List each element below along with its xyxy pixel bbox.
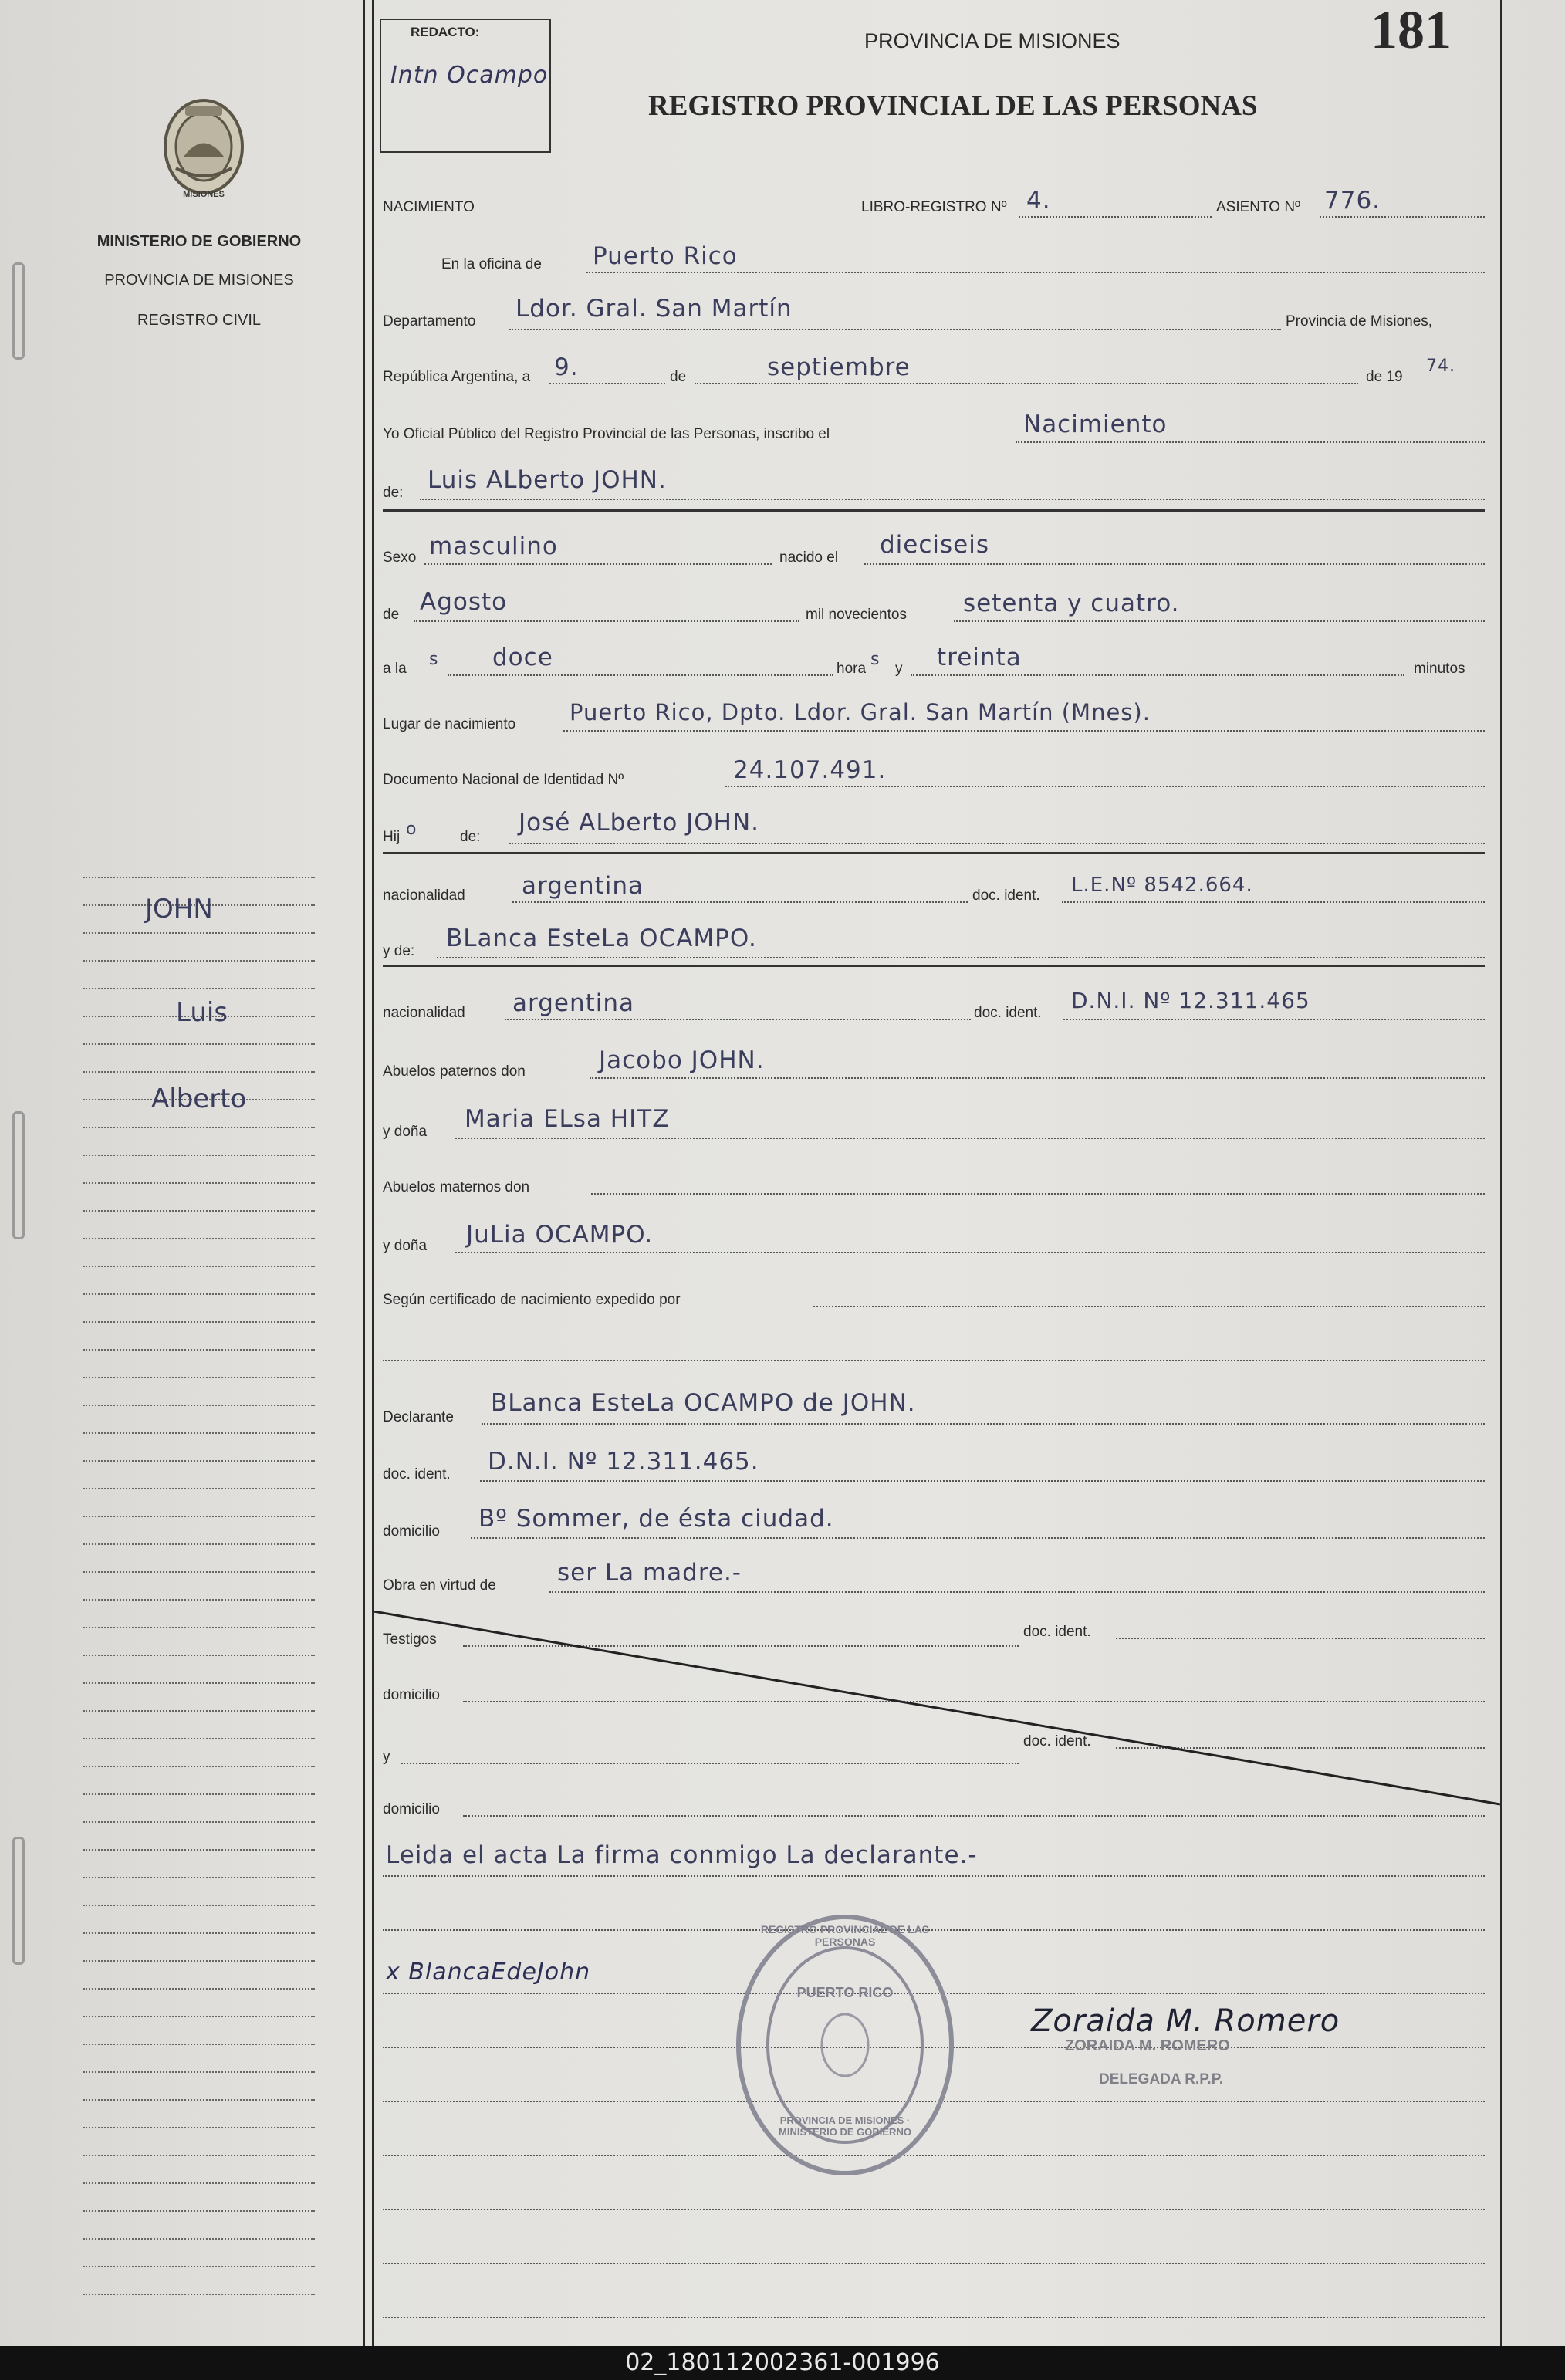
de-label-2: de: xyxy=(383,485,404,501)
sexo-label: Sexo xyxy=(383,549,417,566)
margin-dotted-line xyxy=(83,2294,315,2295)
margin-dotted-line xyxy=(83,960,315,962)
margin-dotted-line xyxy=(83,1877,315,1878)
obra-line xyxy=(549,1591,1485,1593)
abmat-label: Abuelos maternos don xyxy=(383,1179,530,1195)
nacido-line xyxy=(864,563,1485,565)
nac1-label: nacionalidad xyxy=(383,887,465,904)
margin-dotted-line xyxy=(83,2155,315,2156)
provincia-label: Provincia de Misiones, xyxy=(1286,313,1433,330)
page-title: REGISTRO PROVINCIAL DE LAS PERSONAS xyxy=(648,90,1258,122)
margin-dotted-line xyxy=(83,1155,315,1156)
margin-dotted-line xyxy=(83,1516,315,1517)
margin-dotted-line xyxy=(83,1960,315,1962)
testigos-strike-line xyxy=(374,1611,1500,1812)
segun-line-2 xyxy=(383,1360,1485,1361)
declarante-signature: x BlancaEdeJohn xyxy=(386,1959,591,1986)
margin-dotted-line xyxy=(83,1210,315,1212)
minutos-label: minutos xyxy=(1414,661,1465,677)
margin-dotted-line xyxy=(83,1238,315,1239)
margin-dotted-line xyxy=(83,2016,315,2017)
margin-dotted-line xyxy=(83,1405,315,1406)
departamento-label: Departamento xyxy=(383,313,476,330)
stamp-center-text: PUERTO RICO xyxy=(796,1985,894,2000)
registry-stamp xyxy=(733,1912,957,2178)
domdec-label: domicilio xyxy=(383,1523,440,1540)
margin-dotted-line xyxy=(83,2127,315,2128)
margin-dotted-line xyxy=(83,1849,315,1851)
hijo-de-label: de: xyxy=(460,829,481,845)
margin-dotted-line xyxy=(83,1043,315,1045)
docdec-line xyxy=(480,1480,1485,1482)
doc2-line xyxy=(1063,1019,1485,1020)
registry-label: REGISTRO CIVIL xyxy=(137,312,262,329)
y-label: y xyxy=(895,661,903,677)
abpat-label: Abuelos paternos don xyxy=(383,1063,526,1080)
oficina-value: Puerto Rico xyxy=(593,242,738,270)
horas-s: s xyxy=(870,650,881,669)
a-la-s: s xyxy=(429,650,439,669)
margin-dotted-line xyxy=(83,1988,315,1990)
lugar-value: Puerto Rico, Dpto. Ldor. Gral. San Martín (Mnes). xyxy=(570,699,1151,725)
lugar-line xyxy=(563,730,1485,732)
dni-line xyxy=(725,786,1485,787)
right-frame-line xyxy=(1500,0,1502,2346)
registry-stamp-icon xyxy=(733,1912,957,2178)
margin-dotted-line xyxy=(83,988,315,989)
madre-line xyxy=(437,957,1485,958)
oficial-line xyxy=(1016,441,1485,443)
dni-label: Documento Nacional de Identidad Nº xyxy=(383,772,624,788)
margin-dotted-line xyxy=(83,1905,315,1906)
binding-stitch-bottom xyxy=(12,1837,25,1965)
abmat-dona-line xyxy=(455,1252,1485,1253)
margin-dotted-line xyxy=(83,1293,315,1295)
margin-dotted-line xyxy=(83,2210,315,2212)
de-anio-label: de 19 xyxy=(1366,369,1403,385)
hora-line xyxy=(448,674,833,676)
dia-value: 9. xyxy=(554,353,579,381)
binding-stitch-top xyxy=(12,262,25,360)
docdec-label: doc. ident. xyxy=(383,1466,451,1482)
province-label: PROVINCIA DE MISIONES xyxy=(104,272,294,289)
mes-line xyxy=(695,383,1358,384)
margin-dotted-line xyxy=(83,2099,315,2101)
margin-dotted-line xyxy=(83,1266,315,1267)
margin-dotted-line xyxy=(83,1738,315,1739)
header-province: PROVINCIA DE MISIONES xyxy=(864,29,1121,52)
stamp-bottom-text: PROVINCIA DE MISIONES · MINISTERIO DE GOBIERNO xyxy=(779,2115,911,2138)
dni-value: 24.107.491. xyxy=(733,756,887,784)
ministry-label: MINISTERIO DE GOBIERNO xyxy=(96,233,302,250)
blank-line-8 xyxy=(383,2317,1485,2318)
domicilio2-label: domicilio xyxy=(383,1801,440,1817)
lugar-label: Lugar de nacimiento xyxy=(383,716,516,732)
libro-line xyxy=(1019,216,1212,218)
nacido-value: dieciseis xyxy=(880,531,990,559)
domicilio1-label: domicilio xyxy=(383,1687,440,1703)
obra-value: ser La madre.- xyxy=(557,1559,742,1587)
mes-nac-value: Agosto xyxy=(420,588,508,616)
doc1-line xyxy=(1062,901,1485,903)
hora-value: doce xyxy=(492,644,553,671)
libro-label: LIBRO-REGISTRO Nº xyxy=(861,199,1007,215)
ydona1-label: y doña xyxy=(383,1124,428,1140)
abmat-dona-value: JuLia OCAMPO. xyxy=(466,1221,654,1249)
margin-dotted-line xyxy=(83,1766,315,1767)
nacimiento-label: NACIMIENTO xyxy=(383,199,475,215)
hijo-label: Hij xyxy=(383,829,401,845)
redacto-signature: Intn Ocampo xyxy=(390,62,549,89)
sexo-line xyxy=(424,563,772,565)
min-value: treinta xyxy=(937,644,1022,671)
a-la-label: a la xyxy=(383,661,407,677)
footer-filename: 02_180112002361-001996 xyxy=(625,2349,940,2376)
declarante-value: BLanca EsteLa OCAMPO de JOHN. xyxy=(491,1389,916,1417)
nac2-label: nacionalidad xyxy=(383,1005,465,1021)
anio-value: 74. xyxy=(1426,357,1455,376)
asiento-label: ASIENTO Nº xyxy=(1216,199,1300,215)
margin-dotted-line xyxy=(83,1182,315,1184)
nac1-line xyxy=(512,901,968,903)
margin-dotted-line xyxy=(83,2238,315,2240)
margin-surname: JOHN xyxy=(145,894,213,925)
oficina-line xyxy=(586,272,1485,273)
ydona2-label: y doña xyxy=(383,1238,428,1254)
abpat-dona-value: Maria ELsa HITZ xyxy=(465,1105,670,1133)
hijo-o: o xyxy=(406,820,417,839)
leida-text: Leida el acta La firma conmigo La declarante.- xyxy=(386,1841,978,1869)
sexo-value: masculino xyxy=(429,532,558,560)
margin-dotted-line xyxy=(83,1460,315,1462)
margin-dotted-line xyxy=(83,1543,315,1545)
declarante-label: Declarante xyxy=(383,1409,454,1425)
oficial-label: Yo Oficial Público del Registro Provincial de las Personas, inscribo el xyxy=(383,426,830,442)
domicilio2-line xyxy=(463,1815,1485,1817)
nac2-value: argentina xyxy=(512,989,635,1017)
nac1-value: argentina xyxy=(522,872,644,900)
margin-dotted-line xyxy=(83,932,315,934)
doc1-value: L.E.Nº 8542.664. xyxy=(1071,874,1253,897)
republica-label: República Argentina, a xyxy=(383,369,531,385)
blank-line-6 xyxy=(383,2209,1485,2210)
obra-label: Obra en virtud de xyxy=(383,1577,496,1594)
coat-of-arms-seal xyxy=(153,91,255,207)
margin-dotted-line xyxy=(83,1377,315,1378)
margin-dotted-line xyxy=(83,2266,315,2267)
stamp-outer-text: REGISTRO PROVINCIAL DE LAS PERSONAS xyxy=(760,1923,930,1948)
margin-dotted-line xyxy=(83,1793,315,1795)
margin-dotted-line xyxy=(83,2071,315,2073)
seal-text: MISIONES xyxy=(183,190,225,199)
nac2-line xyxy=(505,1019,971,1020)
margin-dotted-line xyxy=(83,1071,315,1073)
padre-rule xyxy=(383,852,1485,854)
margin-dotted-line xyxy=(83,1127,315,1128)
madre-rule xyxy=(383,965,1485,967)
page-number: 181 xyxy=(1371,1,1452,60)
margin-dotted-line xyxy=(83,2182,315,2184)
doc2-label: doc. ident. xyxy=(974,1005,1042,1021)
mil-label: mil novecientos xyxy=(806,607,907,623)
margin-dotted-line xyxy=(83,1349,315,1351)
redacto-label: REDACTO: xyxy=(411,25,480,39)
margin-middle-name: Alberto xyxy=(151,1084,247,1114)
nombre-line xyxy=(420,499,1485,500)
nombre-value: Luis ALberto JOHN. xyxy=(428,466,667,494)
margin-dotted-line xyxy=(83,1321,315,1323)
margin-dotted-line xyxy=(83,1432,315,1434)
libro-value: 4. xyxy=(1026,187,1051,215)
abpat-dona-line xyxy=(455,1138,1485,1139)
testigos-label: Testigos xyxy=(383,1631,437,1648)
margin-dotted-line xyxy=(83,1599,315,1601)
oficial-value: Nacimiento xyxy=(1023,411,1168,438)
margin-dotted-line xyxy=(83,1655,315,1656)
abmat-line xyxy=(591,1193,1485,1195)
anio-nac-line xyxy=(954,620,1485,622)
abpat-line xyxy=(590,1077,1485,1079)
footer-strip xyxy=(0,2346,1565,2380)
doc1-label: doc. ident. xyxy=(972,887,1040,904)
segun-line xyxy=(813,1306,1485,1307)
mes-nac-line xyxy=(414,620,799,622)
docident1-label: doc. ident. xyxy=(1023,1624,1091,1640)
nacido-label: nacido el xyxy=(779,549,839,566)
asiento-value: 776. xyxy=(1324,187,1381,215)
padre-line xyxy=(509,843,1485,844)
departamento-value: Ldor. Gral. San Martín xyxy=(515,295,793,323)
binding-stitch-middle xyxy=(12,1111,25,1239)
margin-dotted-line xyxy=(83,2044,315,2045)
official-signature: Zoraida M. Romero xyxy=(1031,2003,1340,2039)
margin-dotted-line xyxy=(83,1710,315,1712)
abpat-value: Jacobo JOHN. xyxy=(599,1046,765,1074)
doc2-value: D.N.I. Nº 12.311.465 xyxy=(1071,988,1310,1013)
leida-line xyxy=(383,1875,1485,1877)
left-frame-line xyxy=(363,0,365,2346)
margin-dotted-line xyxy=(83,1571,315,1573)
segun-label: Según certificado de nacimiento expedido por xyxy=(383,1292,681,1308)
official-stamp-role: DELEGADA R.P.P. xyxy=(1099,2071,1224,2088)
dia-line xyxy=(549,383,665,384)
mes-value: septiembre xyxy=(767,353,911,381)
departamento-line xyxy=(509,329,1281,330)
blank-line-7 xyxy=(383,2263,1485,2264)
nombre-rule xyxy=(383,509,1485,512)
domdec-value: Bº Sommer, de ésta ciudad. xyxy=(478,1505,834,1533)
inner-frame-line xyxy=(372,0,374,2346)
horas-label: hora xyxy=(837,661,867,677)
redacto-box xyxy=(380,19,551,153)
de-label: de xyxy=(670,369,687,385)
margin-first-name: Luis xyxy=(176,997,228,1028)
asiento-line xyxy=(1320,216,1485,218)
margin-dotted-line xyxy=(83,1821,315,1823)
official-stamp-name: ZORAIDA M. ROMERO xyxy=(1065,2037,1230,2054)
anio-nac-value: setenta y cuatro. xyxy=(963,590,1180,617)
margin-dotted-line xyxy=(83,877,315,878)
de-label-3: de xyxy=(383,607,400,623)
padre-value: José ALberto JOHN. xyxy=(519,809,760,837)
y-label-2: y xyxy=(383,1749,390,1765)
margin-dotted-line xyxy=(83,1682,315,1684)
oficina-label: En la oficina de xyxy=(441,256,542,272)
margin-dotted-line xyxy=(83,1932,315,1934)
madre-value: BLanca EsteLa OCAMPO. xyxy=(446,925,757,952)
docident2-label: doc. ident. xyxy=(1023,1733,1091,1750)
docdec-value: D.N.I. Nº 12.311.465. xyxy=(488,1448,759,1476)
domdec-line xyxy=(471,1537,1485,1539)
min-line xyxy=(911,674,1404,676)
margin-dotted-line xyxy=(83,1488,315,1489)
declarante-line xyxy=(482,1423,1485,1425)
yde-label: y de: xyxy=(383,943,415,959)
margin-dotted-line xyxy=(83,1627,315,1628)
